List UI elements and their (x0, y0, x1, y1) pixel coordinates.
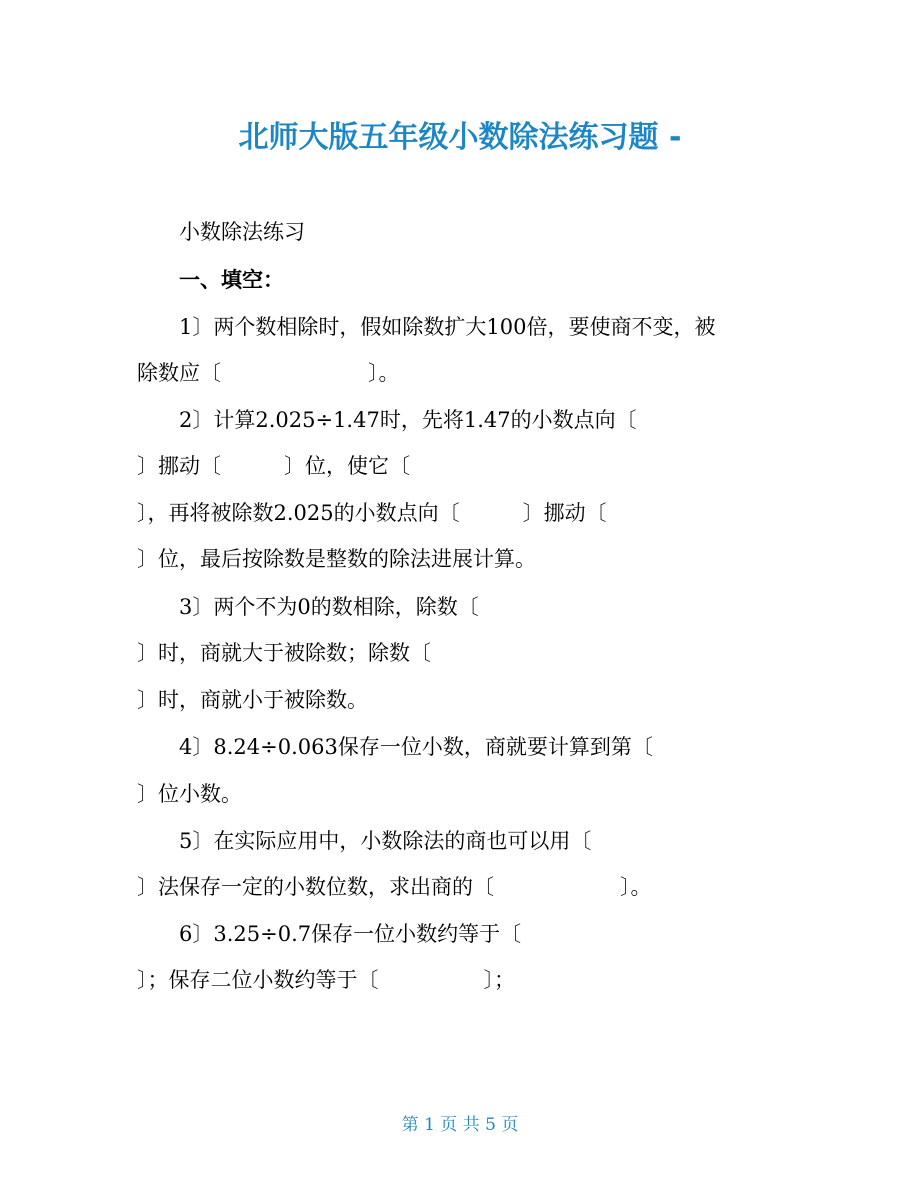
question-2-line-2: 〕挪动〔 〕位，使它〔 (137, 454, 410, 478)
question-4-line-2: 〕位小数。 (137, 782, 242, 806)
document-subtitle: 小数除法练习 (179, 220, 305, 244)
question-6-line-2: 〕；保存二位小数约等于〔 〕； (137, 968, 515, 992)
question-3-line-2: 〕时，商就大于被除数；除数〔 (137, 641, 431, 665)
question-1-line-2: 除数应〔 〕。 (137, 361, 400, 385)
section-heading: 一、填空： (179, 267, 284, 292)
question-5-line-2: 〕法保存一定的小数位数，求出商的〔 〕。 (137, 875, 652, 899)
question-3-line-1: 3〕两个不为0的数相除，除数〔 (179, 595, 479, 619)
page-number: 第 1 页 共 5 页 (401, 1115, 519, 1135)
question-6-line-1: 6〕3.25÷0.7保存一位小数约等于〔 (179, 922, 522, 946)
question-4-line-1: 4〕8.24÷0.063保存一位小数，商就要计算到第〔 (179, 735, 653, 759)
question-2-line-4: 〕位，最后按除数是整数的除法进展计算。 (137, 547, 536, 571)
question-5-line-1: 5〕在实际应用中，小数除法的商也可以用〔 (179, 829, 592, 853)
question-2-line-3: 〕，再将被除数2.025的小数点向〔 〕挪动〔 (137, 501, 607, 525)
question-1-line-1: 1〕两个数相除时，假如除数扩大100倍，要使商不变，被 (179, 315, 716, 339)
question-2-line-1: 2〕计算2.025÷1.47时，先将1.47的小数点向〔 (179, 408, 637, 432)
question-3-line-3: 〕时，商就小于被除数。 (137, 688, 368, 712)
page-title: 北师大版五年级小数除法练习题 - (238, 120, 682, 155)
